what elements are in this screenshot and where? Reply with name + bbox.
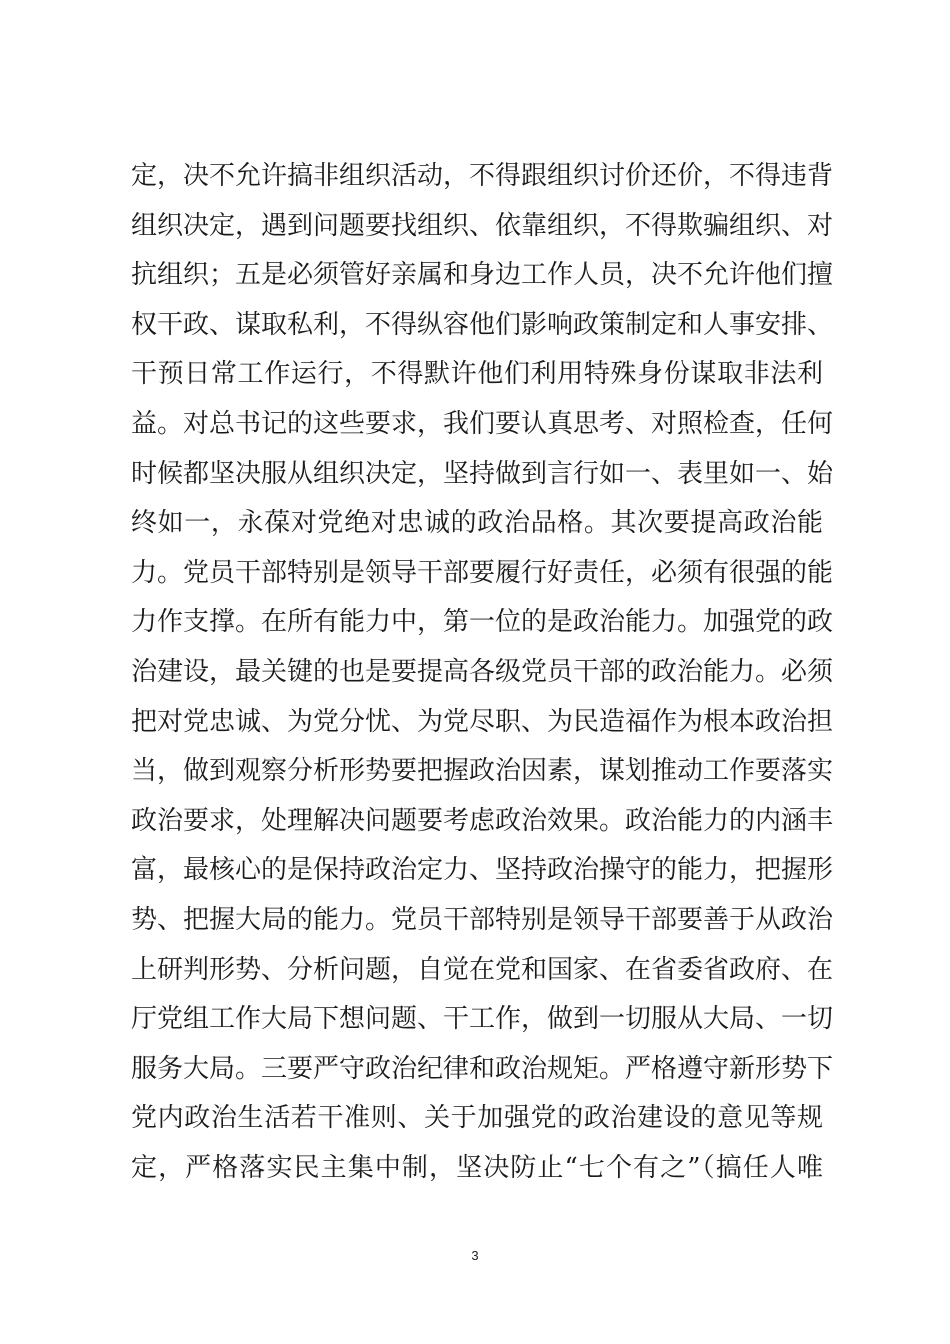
text-line: 抗组织；五是必须管好亲属和身边工作人员，决不允许他们擅	[131, 260, 834, 291]
text-line: 上研判形势、分析问题，自觉在党和国家、在省委省政府、在	[131, 954, 834, 985]
text-line: 党内政治生活若干准则、关于加强党的政治建设的意见等规	[131, 1103, 823, 1134]
text-line: 富，最核心的是保持政治定力、坚持政治操守的能力，把握形	[131, 855, 834, 886]
text-line: 组织决定，遇到问题要找组织、依靠组织，不得欺骗组织、对	[131, 210, 834, 241]
text-line: 政治要求，处理解决问题要考虑政治效果。政治能力的内涵丰	[131, 805, 834, 836]
text-line: 势、把握大局的能力。党员干部特别是领导干部要善于从政治	[131, 904, 834, 935]
text-line: 益。对总书记的这些要求，我们要认真思考、对照检查，任何	[131, 408, 834, 439]
page-number: 3	[471, 1248, 479, 1263]
text-line: 治建设，最关键的也是要提高各级党员干部的政治能力。必须	[131, 656, 834, 687]
text-line: 定，决不允许搞非组织活动，不得跟组织讨价还价，不得违背	[131, 161, 834, 191]
text-line: 把对党忠诚、为党分忧、为党尽职、为民造福作为根本政治担	[131, 706, 834, 737]
text-line: 权干政、谋取私利，不得纵容他们影响政策制定和人事安排、	[131, 309, 834, 340]
text-line: 时候都坚决服从组织决定，坚持做到言行如一、表里如一、始	[131, 458, 834, 489]
text-line: 力。党员干部特别是领导干部要履行好责任，必须有很强的能	[131, 557, 834, 588]
body-text	[131, 152, 834, 1193]
text-line: 定，严格落实民主集中制，坚决防止“七个有之”（搞任人唯	[131, 1152, 823, 1183]
text-line: 力作支撑。在所有能力中，第一位的是政治能力。加强党的政	[131, 607, 834, 638]
text-line: 当，做到观察分析形势要把握政治因素，谋划推动工作要落实	[131, 756, 834, 787]
text-line: 干预日常工作运行，不得默许他们利用特殊身份谋取非法利	[131, 359, 823, 390]
text-line: 服务大局。三要严守政治纪律和政治规矩。严格遵守新形势下	[131, 1053, 834, 1084]
text-line: 终如一，永葆对党绝对忠诚的政治品格。其次要提高政治能	[131, 508, 823, 539]
text-line: 厅党组工作大局下想问题、干工作，做到一切服从大局、一切	[131, 1004, 834, 1035]
